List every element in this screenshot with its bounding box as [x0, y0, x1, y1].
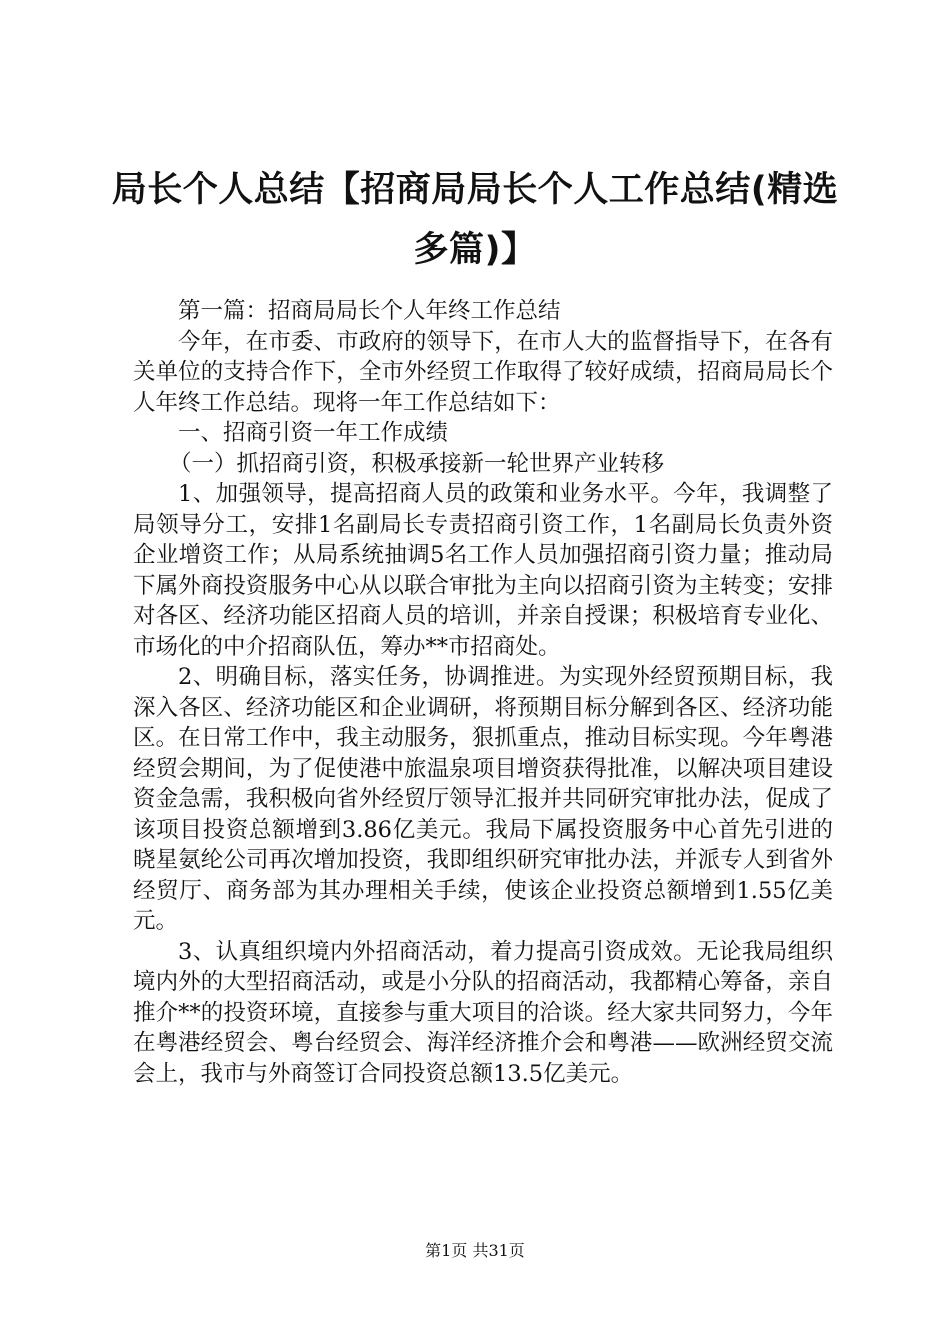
section-heading: 第一篇：招商局局长个人年终工作总结 — [178, 298, 561, 324]
body-paragraph: 3、认真组织境内外招商活动，着力提高引资成效。无论我局组织境内外的大型招商活动，或是小分队的招商活动，我都精心筹备，亲自推介**的投资环境，直接参与重大项目的洽谈。经大家共同努力，今年在粤港经贸会、粤台经贸会、海洋经济推介会和粤港——欧洲经贸交流会上，我市与外商签订合同投资总额13.5亿美元。 — [133, 938, 833, 1087]
section-heading: 一、招商引资一年工作成绩 — [178, 420, 449, 446]
body-paragraph: 1、加强领导，提高招商人员的政策和业务水平。今年，我调整了局领导分工，安排1名副局长专责招商引资工作，1名副局长负责外资企业增资工作；从局系统抽调5名工作人员加强招商引资力量；推动局下属外商投资服务中心从以联合审批为主向以招商引资为主转变；安排对各区、经济功能区招商人员的培训，并亲自授课；积极培育专业化、市场化的中介招商队伍，筹办**市招商处。 — [133, 481, 833, 660]
document-body — [133, 296, 833, 1089]
subsection-heading: （一）抓招商引资，积极承接新一轮世界产业转移 — [169, 450, 665, 477]
document-title: 局长个人总结【招商局局长个人工作总结(精选多篇)】 — [111, 170, 839, 270]
body-paragraph: 2、明确目标，落实任务，协调推进。为实现外经贸预期目标，我深入各区、经济功能区和企业调研，将预期目标分解到各区、经济功能区。在日常工作中，我主动服务，狠抓重点，推动目标实现。今年粤港经贸会期间，为了促使港中旅温泉项目增资获得批准，以解决项目建设资金急需，我积极向省外经贸厅领导汇报并共同研究审批办法，促成了该项目投资总额增到3.86亿美元。我局下属投资服务中心首先引进的晓星氨纶公司再次增加投资，我即组织研究审批办法，并派专人到省外经贸厅、商务部为其办理相关手续，使该企业投资总额增到1.55亿美元。 — [133, 664, 833, 934]
page-footer: 第1页 共31页 — [425, 1241, 525, 1260]
intro-paragraph: 今年，在市委、市政府的领导下，在市人大的监督指导下，在各有关单位的支持合作下，全市外经贸工作取得了较好成绩，招商局局长个人年终工作总结。现将一年工作总结如下： — [133, 328, 833, 416]
